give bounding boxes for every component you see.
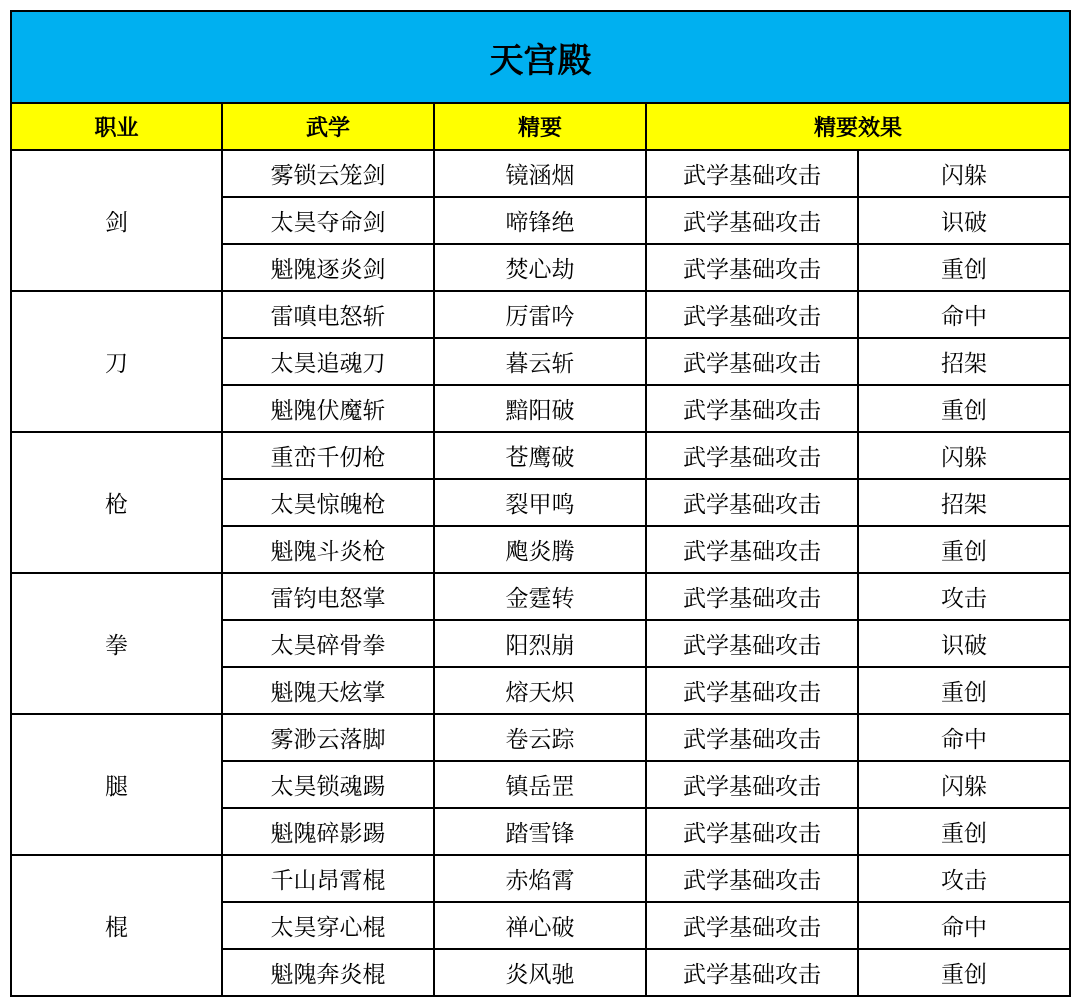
skill-cell: 重峦千仞枪 — [222, 432, 434, 479]
skill-cell: 雷钧电怒掌 — [222, 573, 434, 620]
skill-cell: 魁隗碎影踢 — [222, 808, 434, 855]
effect-cell: 武学基础攻击 — [646, 526, 858, 573]
essence-cell: 啼锋绝 — [434, 197, 646, 244]
effect-cell: 武学基础攻击 — [646, 808, 858, 855]
table-title: 天宫殿 — [11, 11, 1070, 103]
skill-cell: 雷嗔电怒斩 — [222, 291, 434, 338]
header-class: 职业 — [11, 103, 222, 150]
bonus-cell: 识破 — [858, 620, 1070, 667]
effect-cell: 武学基础攻击 — [646, 949, 858, 996]
skills-table — [10, 10, 1071, 997]
bonus-cell: 命中 — [858, 902, 1070, 949]
bonus-cell: 攻击 — [858, 855, 1070, 902]
table-row — [11, 291, 1070, 338]
essence-cell: 金霆转 — [434, 573, 646, 620]
bonus-cell: 重创 — [858, 949, 1070, 996]
effect-cell: 武学基础攻击 — [646, 150, 858, 197]
bonus-cell: 重创 — [858, 526, 1070, 573]
effect-cell: 武学基础攻击 — [646, 338, 858, 385]
essence-cell: 卷云踪 — [434, 714, 646, 761]
skill-cell: 雾渺云落脚 — [222, 714, 434, 761]
effect-cell: 武学基础攻击 — [646, 197, 858, 244]
skill-cell: 太昊碎骨拳 — [222, 620, 434, 667]
table-row — [11, 573, 1070, 620]
class-cell: 枪 — [11, 432, 222, 573]
table-row — [11, 714, 1070, 761]
bonus-cell: 识破 — [858, 197, 1070, 244]
essence-cell: 苍鹰破 — [434, 432, 646, 479]
bonus-cell: 闪躲 — [858, 761, 1070, 808]
effect-cell: 武学基础攻击 — [646, 714, 858, 761]
essence-cell: 焚心劫 — [434, 244, 646, 291]
header-essence-effect: 精要效果 — [646, 103, 1070, 150]
effect-cell: 武学基础攻击 — [646, 902, 858, 949]
skill-cell: 太昊追魂刀 — [222, 338, 434, 385]
header-skill: 武学 — [222, 103, 434, 150]
skill-cell: 魁隗伏魔斩 — [222, 385, 434, 432]
skill-cell: 魁隗奔炎棍 — [222, 949, 434, 996]
essence-cell: 赤焰霄 — [434, 855, 646, 902]
effect-cell: 武学基础攻击 — [646, 432, 858, 479]
table-row — [11, 150, 1070, 197]
skill-cell: 魁隗逐炎剑 — [222, 244, 434, 291]
skill-cell: 魁隗天炫掌 — [222, 667, 434, 714]
bonus-cell: 重创 — [858, 244, 1070, 291]
bonus-cell: 命中 — [858, 714, 1070, 761]
essence-cell: 禅心破 — [434, 902, 646, 949]
skill-cell: 千山昂霄棍 — [222, 855, 434, 902]
bonus-cell: 重创 — [858, 667, 1070, 714]
effect-cell: 武学基础攻击 — [646, 620, 858, 667]
skill-cell: 太昊锁魂踢 — [222, 761, 434, 808]
skill-cell: 太昊夺命剑 — [222, 197, 434, 244]
bonus-cell: 重创 — [858, 808, 1070, 855]
class-cell: 刀 — [11, 291, 222, 432]
class-cell: 腿 — [11, 714, 222, 855]
essence-cell: 熔天炽 — [434, 667, 646, 714]
effect-cell: 武学基础攻击 — [646, 244, 858, 291]
effect-cell: 武学基础攻击 — [646, 291, 858, 338]
skill-cell: 雾锁云笼剑 — [222, 150, 434, 197]
class-cell: 剑 — [11, 150, 222, 291]
skill-cell: 魁隗斗炎枪 — [222, 526, 434, 573]
bonus-cell: 命中 — [858, 291, 1070, 338]
class-cell: 拳 — [11, 573, 222, 714]
effect-cell: 武学基础攻击 — [646, 385, 858, 432]
essence-cell: 镇岳罡 — [434, 761, 646, 808]
essence-cell: 裂甲鸣 — [434, 479, 646, 526]
class-cell: 棍 — [11, 855, 222, 996]
essence-cell: 炎风驰 — [434, 949, 646, 996]
essence-cell: 阳烈崩 — [434, 620, 646, 667]
bonus-cell: 闪躲 — [858, 150, 1070, 197]
effect-cell: 武学基础攻击 — [646, 573, 858, 620]
effect-cell: 武学基础攻击 — [646, 667, 858, 714]
essence-cell: 黯阳破 — [434, 385, 646, 432]
bonus-cell: 重创 — [858, 385, 1070, 432]
bonus-cell: 招架 — [858, 338, 1070, 385]
table-row — [11, 855, 1070, 902]
bonus-cell: 闪躲 — [858, 432, 1070, 479]
essence-cell: 镜涵烟 — [434, 150, 646, 197]
skill-cell: 太昊惊魄枪 — [222, 479, 434, 526]
effect-cell: 武学基础攻击 — [646, 479, 858, 526]
header-essence: 精要 — [434, 103, 646, 150]
essence-cell: 踏雪锋 — [434, 808, 646, 855]
effect-cell: 武学基础攻击 — [646, 761, 858, 808]
bonus-cell: 招架 — [858, 479, 1070, 526]
table-row — [11, 432, 1070, 479]
effect-cell: 武学基础攻击 — [646, 855, 858, 902]
skill-cell: 太昊穿心棍 — [222, 902, 434, 949]
essence-cell: 厉雷吟 — [434, 291, 646, 338]
essence-cell: 暮云斩 — [434, 338, 646, 385]
bonus-cell: 攻击 — [858, 573, 1070, 620]
essence-cell: 飑炎腾 — [434, 526, 646, 573]
